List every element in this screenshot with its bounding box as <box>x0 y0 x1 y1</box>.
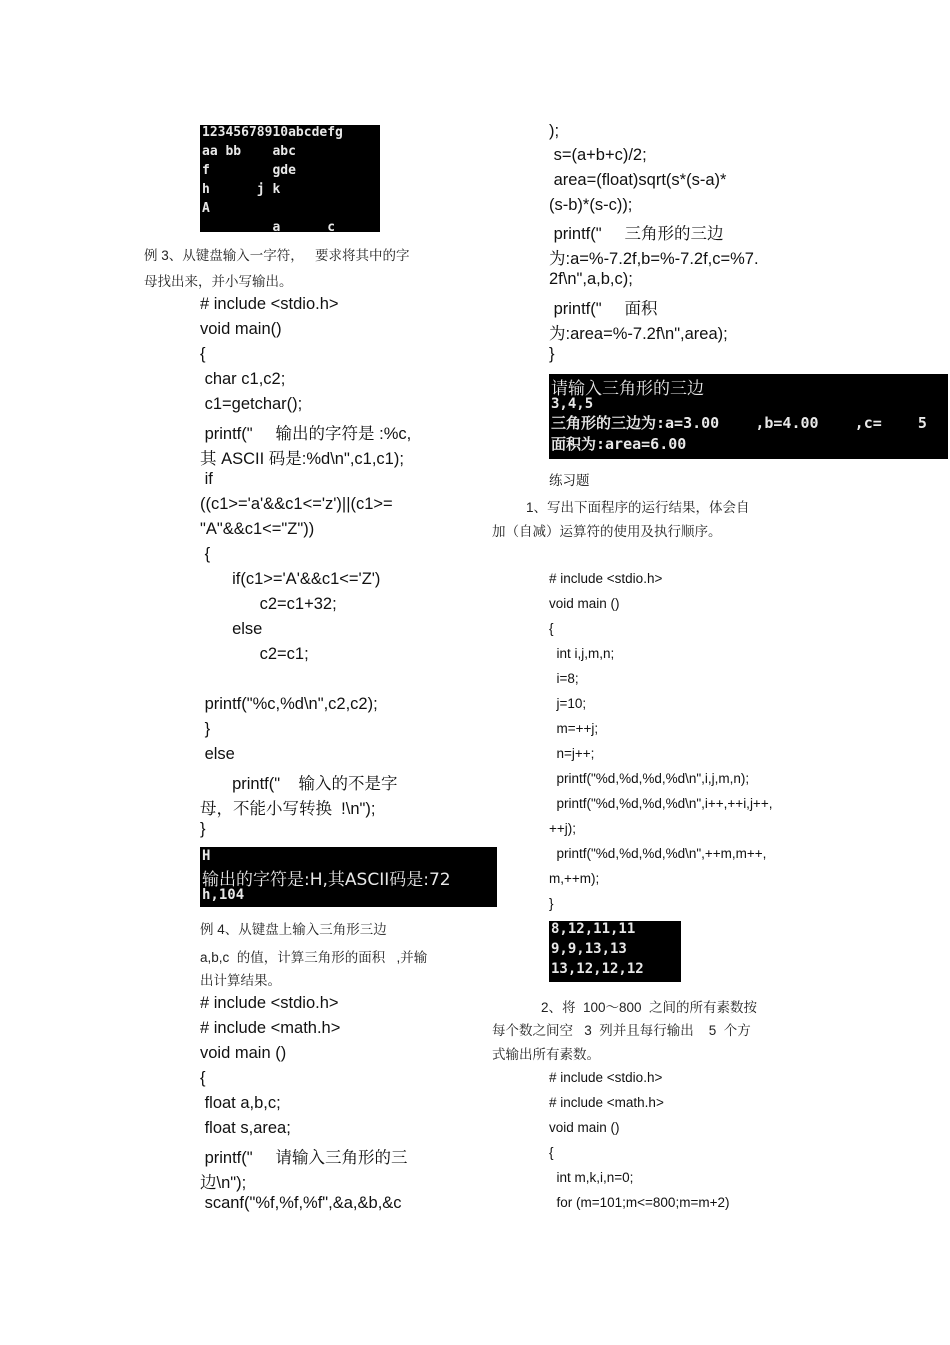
code-line: int m,k,i,n=0; <box>549 1170 634 1185</box>
code-line: void main () <box>549 1120 620 1135</box>
code-line: if <box>200 470 213 488</box>
console-line: h j k <box>202 182 281 197</box>
console-line: 9,9,13,13 <box>551 941 627 957</box>
code-line: m=++j; <box>549 721 599 736</box>
code-line: printf(" 三角形的三边 <box>549 225 724 243</box>
code-line: printf("%d,%d,%d,%d\n",++m,m++, <box>549 846 767 861</box>
code-line: # include <stdio.h> <box>200 994 339 1012</box>
code-line: n=j++; <box>549 746 595 761</box>
code-line: { <box>200 345 206 363</box>
console-line: h,104 <box>202 887 245 903</box>
code-line: c2=c1; <box>200 645 309 663</box>
code-line: { <box>549 621 554 636</box>
code-line: 母，不能小写转换 !\n"); <box>200 800 376 818</box>
code-line: float a,b,c; <box>200 1094 281 1112</box>
code-line: printf("%d,%d,%d,%d\n",i,j,m,n); <box>549 771 750 786</box>
code-line: c2=c1+32; <box>200 595 337 613</box>
code-line: 为:area=%-7.2f\n",area); <box>549 325 728 343</box>
code-line: 为:a=%-7.2f,b=%-7.2f,c=%7. <box>549 250 759 268</box>
question-2-caption: 2、将 100～800 之间的所有素数按 <box>541 1000 758 1015</box>
example-3-caption: 例 3、从键盘输入一字符， 要求将其中的字 <box>144 248 410 263</box>
code-line: else <box>200 620 263 638</box>
code-line: } <box>549 345 555 363</box>
code-line: { <box>200 545 211 563</box>
console-output-1 <box>200 125 380 232</box>
code-line: ); <box>549 122 560 140</box>
code-line: ((c1>='a'&&c1<='z')||(c1>= <box>200 495 393 513</box>
code-line: printf(" 输出的字符是 :%c, <box>200 425 412 443</box>
code-line: printf("%d,%d,%d,%d\n",i++,++i,j++, <box>549 796 773 811</box>
console-line: 请输入三角形的三边 <box>551 379 704 399</box>
code-line: i=8; <box>549 671 579 686</box>
code-line: s=(a+b+c)/2; <box>549 146 647 164</box>
console-line: H <box>202 848 211 864</box>
code-line: void main() <box>200 320 282 338</box>
example-3-caption: 母找出来，并小写输出。 <box>144 274 293 289</box>
code-line: printf(" 面积 <box>549 300 658 318</box>
code-line: c1=getchar(); <box>200 395 303 413</box>
question-2-caption: 式输出所有素数。 <box>492 1047 600 1062</box>
code-line: void main () <box>549 596 620 611</box>
code-line: # include <stdio.h> <box>200 295 339 313</box>
code-line: } <box>200 720 211 738</box>
console-output-3 <box>549 374 948 459</box>
code-line: ++j); <box>549 821 577 836</box>
code-line: char c1,c2; <box>200 370 286 388</box>
console-line: 面积为:area=6.00 <box>551 435 687 453</box>
code-line: for (m=101;m<=800;m=m+2) <box>549 1195 730 1210</box>
code-line: if(c1>='A'&&c1<='Z') <box>200 570 381 588</box>
exercise-heading: 练习题 <box>549 473 590 488</box>
code-line: 边\n"); <box>200 1174 247 1192</box>
code-line: m,++m); <box>549 871 600 886</box>
code-line: float s,area; <box>200 1119 291 1137</box>
console-line: 8,12,11,11 <box>551 921 636 937</box>
code-line: area=(float)sqrt(s*(s-a)* <box>549 171 727 189</box>
example-4-caption: 出计算结果。 <box>200 973 281 988</box>
console-line: f gde <box>202 163 296 178</box>
code-line: printf(" 请输入三角形的三 <box>200 1149 408 1167</box>
example-4-caption: 例 4、从键盘上输入三角形三边 <box>200 922 387 937</box>
console-output-2 <box>200 847 497 907</box>
code-line: 2f\n",a,b,c); <box>549 270 633 288</box>
console-line: a c <box>202 220 336 232</box>
code-line: 其 ASCII 码是:%d\n",c1,c1); <box>200 450 404 468</box>
code-line: # include <math.h> <box>549 1095 664 1110</box>
code-line: printf("%c,%d\n",c2,c2); <box>200 695 378 713</box>
code-line: { <box>200 1069 206 1087</box>
code-line: void main () <box>200 1044 287 1062</box>
code-line: { <box>549 1145 554 1160</box>
code-line: (s-b)*(s-c)); <box>549 196 633 214</box>
code-line: j=10; <box>549 696 587 711</box>
code-line: else <box>200 745 235 763</box>
code-line: printf(" 输入的不是字 <box>200 775 398 793</box>
example-4-caption: a,b,c 的值，计算三角形的面积 ,并输 <box>200 950 428 965</box>
code-line: # include <math.h> <box>200 1019 341 1037</box>
code-line: # include <stdio.h> <box>549 1070 663 1085</box>
console-output-4 <box>549 921 681 982</box>
code-line: } <box>549 896 554 911</box>
console-line: aa bb abc <box>202 144 296 159</box>
console-line: 13,12,12,12 <box>551 961 644 977</box>
code-line: } <box>200 820 206 838</box>
question-2-caption: 每个数之间空 3 列并且每行输出 5 个方 <box>492 1023 751 1038</box>
console-line: 3,4,5 <box>551 396 594 412</box>
console-line: 输出的字符是:H,其ASCII码是:72 <box>202 870 451 890</box>
question-1-caption: 加（自减）运算符的使用及执行顺序。 <box>492 524 722 539</box>
code-line: # include <stdio.h> <box>549 571 663 586</box>
console-line: 12345678910abcdefg <box>202 125 343 140</box>
code-line: int i,j,m,n; <box>549 646 615 661</box>
question-1-caption: 1、写出下面程序的运行结果，体会自 <box>526 500 750 515</box>
console-line: A <box>202 201 210 216</box>
console-line: 三角形的三边为:a=3.00 ,b=4.00 ,c= 5 <box>551 414 927 432</box>
code-line: "A"&&c1<="Z")) <box>200 520 315 538</box>
code-line: scanf("%f,%f,%f",&a,&b,&c <box>200 1194 402 1212</box>
